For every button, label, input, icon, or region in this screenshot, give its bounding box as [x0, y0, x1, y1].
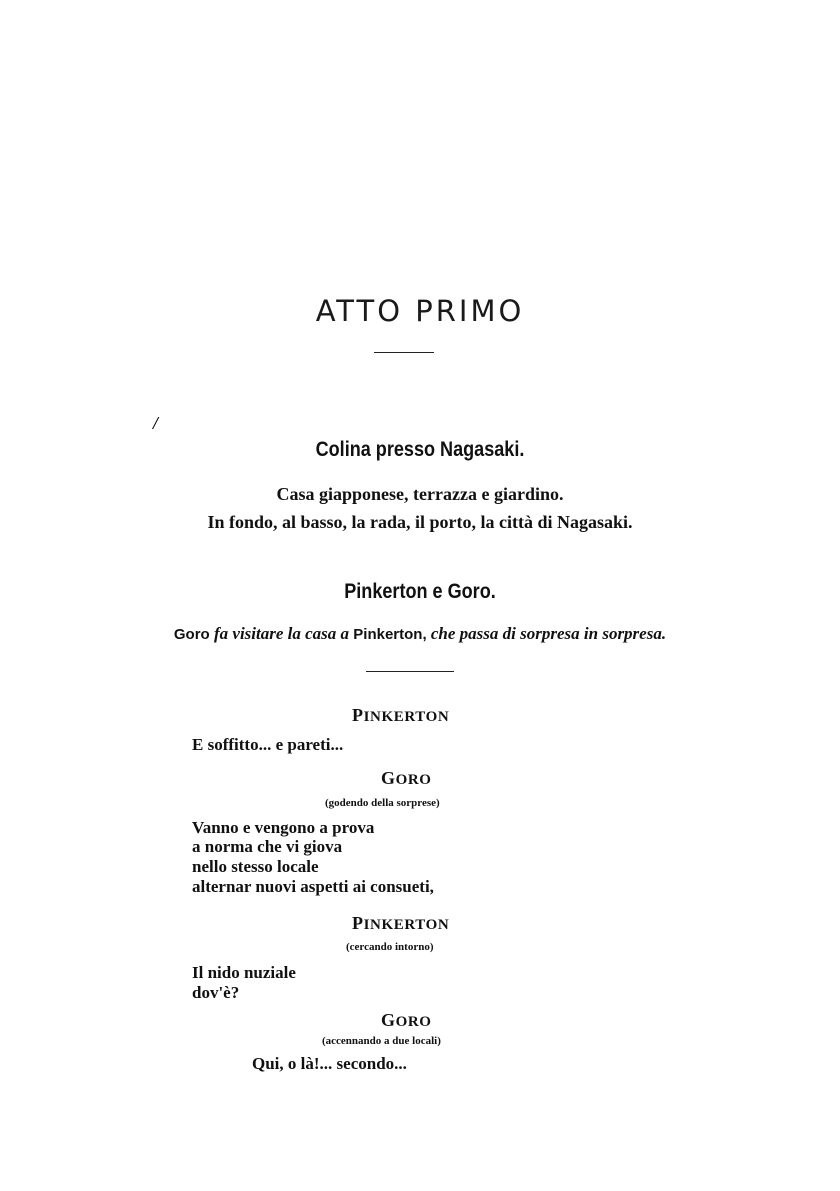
verse-line: Qui, o là!... secondo...: [252, 1054, 407, 1073]
speaker-name: [381, 1010, 432, 1031]
speaker-rest: INKERTON: [363, 709, 450, 725]
scene-heading: Colina presso Nagasaki.: [315, 438, 525, 461]
stage-direction-note: (godendo della sorprese): [325, 797, 440, 809]
characters-heading: Pinkerton e Goro.: [344, 580, 496, 603]
setting-line: In fondo, al basso, la rada, il porto, la città di Nagasaki.: [207, 512, 633, 532]
stray-print-mark: /: [153, 413, 159, 433]
speaker-initial: P: [352, 913, 364, 933]
verse-line: Vanno e vengono a prova: [192, 818, 375, 837]
verse-line: alternar nuovi aspetti ai consueti,: [192, 877, 434, 896]
speaker-name: [352, 705, 449, 726]
verse-line: Il nido nuziale: [192, 963, 296, 982]
speaker-name: [352, 913, 449, 934]
stage-direction-text: fa visitare la casa a: [209, 624, 354, 643]
stage-direction-text: che passa di sorpresa in sorpresa.: [426, 624, 667, 643]
stage-direction: [0, 624, 840, 644]
speaker-rest: ORO: [395, 772, 432, 788]
setting-line: Casa giapponese, terrazza e giardino.: [276, 484, 564, 504]
speaker-name: [381, 768, 432, 789]
speaker-initial: P: [352, 705, 364, 725]
stage-direction-note: (cercando intorno): [346, 941, 434, 953]
verse-line: nello stesso locale: [192, 857, 319, 876]
verse-line: E soffitto... e pareti...: [192, 735, 344, 754]
act-title: ATTO PRIMO: [315, 294, 525, 328]
stage-direction-character: Pinkerton,: [353, 626, 427, 643]
title-divider: [374, 352, 434, 353]
speaker-initial: G: [381, 768, 396, 788]
stage-direction-note: (accennando a due locali): [322, 1035, 441, 1047]
stage-direction-character: Goro: [173, 626, 210, 643]
speaker-rest: ORO: [395, 1014, 432, 1030]
verse-line: a norma che vi giova: [192, 837, 343, 856]
verse-line: dov'è?: [192, 983, 240, 1002]
speaker-rest: INKERTON: [363, 917, 450, 933]
speaker-initial: G: [381, 1010, 396, 1030]
section-divider: [366, 671, 454, 672]
